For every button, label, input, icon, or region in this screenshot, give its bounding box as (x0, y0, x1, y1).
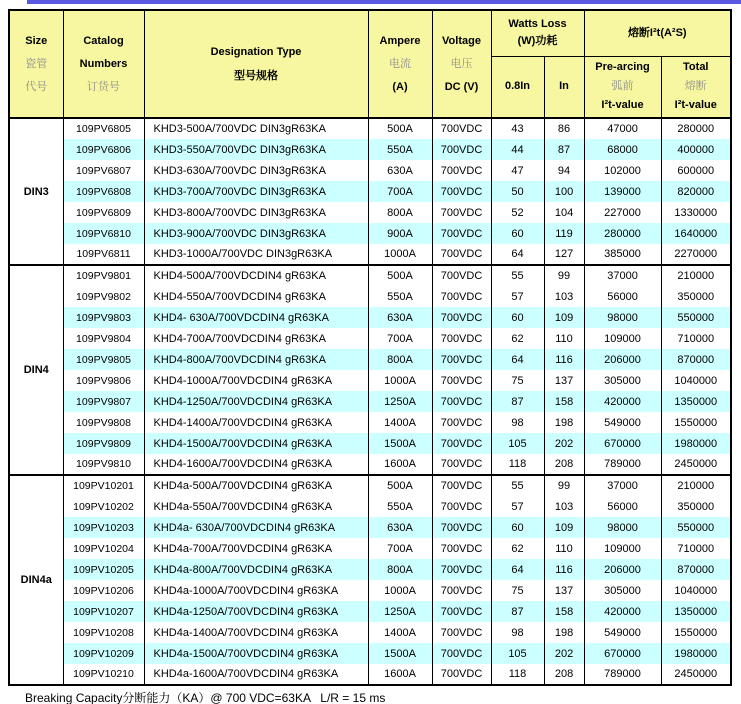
watts-08in-cell: 55 (491, 475, 544, 496)
voltage-label-cn: 电压 (450, 57, 473, 70)
total-i2t-cell: 350000 (661, 286, 731, 307)
table-row (9, 202, 731, 223)
total-i2t-cell: 2450000 (661, 664, 731, 685)
catalog-cell: 109PV6808 (63, 181, 144, 202)
voltage-cell: 700VDC (432, 475, 491, 496)
total-i2t-cell: 400000 (661, 139, 731, 160)
catalog-cell: 109PV10203 (63, 517, 144, 538)
catalog-cell: 109PV9809 (63, 433, 144, 454)
watts-08in-cell: 52 (491, 202, 544, 223)
designation-cell: KHD4-700A/700VDCDIN4 gR63KA (144, 328, 368, 349)
watts-08in-cell: 64 (491, 349, 544, 370)
table-row (9, 580, 731, 601)
size-label-en: Size (25, 34, 48, 47)
ampere-cell: 700A (368, 538, 432, 559)
table-row (9, 181, 731, 202)
watts-08in-cell: 60 (491, 223, 544, 244)
watts-in-cell: 202 (544, 643, 584, 664)
col-header-designation (144, 10, 368, 118)
designation-cell: KHD3-700A/700VDC DIN3gR63KA (144, 181, 368, 202)
watts-08in-cell: 118 (491, 454, 544, 475)
total-i2t-cell: 1350000 (661, 391, 731, 412)
total-i2t-cell: 210000 (661, 265, 731, 286)
col-header-ampere (368, 10, 432, 118)
watts-in-cell: 110 (544, 328, 584, 349)
designation-cell: KHD3-630A/700VDC DIN3gR63KA (144, 160, 368, 181)
watts-08in-cell: 62 (491, 328, 544, 349)
designation-cell: KHD4a-500A/700VDCDIN4 gR63KA (144, 475, 368, 496)
total-label-value: I²t-value (674, 99, 717, 112)
col-header-watts-in (544, 56, 584, 118)
ampere-cell: 700A (368, 328, 432, 349)
voltage-cell: 700VDC (432, 559, 491, 580)
designation-cell: KHD4a-1250A/700VDCDIN4 gR63KA (144, 601, 368, 622)
prearcing-i2t-cell: 420000 (584, 391, 661, 412)
voltage-label-unit: DC (V) (444, 80, 479, 93)
catalog-cell: 109PV9810 (63, 454, 144, 475)
ampere-cell: 1500A (368, 643, 432, 664)
designation-cell: KHD4-550A/700VDCDIN4 gR63KA (144, 286, 368, 307)
ampere-cell: 1250A (368, 601, 432, 622)
size-label-cn1: 瓷管 (25, 57, 48, 70)
ampere-cell: 630A (368, 517, 432, 538)
voltage-cell: 700VDC (432, 244, 491, 265)
prearcing-i2t-cell: 549000 (584, 412, 661, 433)
voltage-cell: 700VDC (432, 496, 491, 517)
designation-cell: KHD4-1000A/700VDCDIN4 gR63KA (144, 370, 368, 391)
total-i2t-cell: 1330000 (661, 202, 731, 223)
watts-08in-cell: 105 (491, 643, 544, 664)
prearcing-i2t-cell: 139000 (584, 181, 661, 202)
catalog-cell: 109PV10208 (63, 622, 144, 643)
voltage-cell: 700VDC (432, 580, 491, 601)
table-row (9, 160, 731, 181)
designation-cell: KHD3-500A/700VDC DIN3gR63KA (144, 118, 368, 139)
designation-cell: KHD4a-1400A/700VDCDIN4 gR63KA (144, 622, 368, 643)
watts-in-label: In (559, 80, 569, 93)
watts-in-cell: 110 (544, 538, 584, 559)
watts-in-cell: 137 (544, 370, 584, 391)
catalog-cell: 109PV10207 (63, 601, 144, 622)
watts-in-cell: 103 (544, 286, 584, 307)
designation-cell: KHD4-1400A/700VDCDIN4 gR63KA (144, 412, 368, 433)
ampere-cell: 900A (368, 223, 432, 244)
table-row (9, 391, 731, 412)
table-row (9, 349, 731, 370)
ampere-cell: 500A (368, 475, 432, 496)
watts-08in-cell: 43 (491, 118, 544, 139)
voltage-cell: 700VDC (432, 223, 491, 244)
watts-08in-cell: 60 (491, 307, 544, 328)
designation-cell: KHD3-900A/700VDC DIN3gR63KA (144, 223, 368, 244)
table-row (9, 412, 731, 433)
table-row (9, 538, 731, 559)
total-i2t-cell: 550000 (661, 307, 731, 328)
catalog-cell: 109PV9802 (63, 286, 144, 307)
watts-08in-cell: 87 (491, 391, 544, 412)
watts-in-cell: 158 (544, 391, 584, 412)
prearcing-label-cn: 弧前 (611, 80, 634, 93)
total-label-cn: 熔断 (684, 80, 707, 93)
table-row (9, 664, 731, 685)
catalog-cell: 109PV10206 (63, 580, 144, 601)
catalog-cell: 109PV9804 (63, 328, 144, 349)
col-header-i2t (584, 10, 731, 56)
table-row (9, 643, 731, 664)
ampere-cell: 1500A (368, 433, 432, 454)
watts-in-cell: 94 (544, 160, 584, 181)
total-i2t-cell: 710000 (661, 328, 731, 349)
total-i2t-cell: 1980000 (661, 643, 731, 664)
catalog-cell: 109PV6810 (63, 223, 144, 244)
watts-in-cell: 103 (544, 496, 584, 517)
designation-cell: KHD4a-1600A/700VDCDIN4 gR63KA (144, 664, 368, 685)
voltage-cell: 700VDC (432, 328, 491, 349)
voltage-cell: 700VDC (432, 370, 491, 391)
voltage-cell: 700VDC (432, 349, 491, 370)
designation-cell: KHD3-800A/700VDC DIN3gR63KA (144, 202, 368, 223)
prearcing-i2t-cell: 56000 (584, 496, 661, 517)
table-row (9, 475, 731, 496)
watts-in-cell: 99 (544, 265, 584, 286)
watts-in-cell: 86 (544, 118, 584, 139)
total-i2t-cell: 2270000 (661, 244, 731, 265)
ampere-cell: 1400A (368, 622, 432, 643)
watts-08in-cell: 75 (491, 370, 544, 391)
table-row (9, 454, 731, 475)
total-i2t-cell: 1550000 (661, 622, 731, 643)
catalog-cell: 109PV9801 (63, 265, 144, 286)
prearcing-i2t-cell: 549000 (584, 622, 661, 643)
voltage-cell: 700VDC (432, 391, 491, 412)
prearcing-i2t-cell: 37000 (584, 265, 661, 286)
watts-08in-cell: 87 (491, 601, 544, 622)
watts-in-cell: 127 (544, 244, 584, 265)
voltage-cell: 700VDC (432, 286, 491, 307)
watts-in-cell: 87 (544, 139, 584, 160)
prearcing-i2t-cell: 305000 (584, 370, 661, 391)
voltage-label-en: Voltage (442, 34, 481, 47)
table-row (9, 601, 731, 622)
voltage-cell: 700VDC (432, 622, 491, 643)
table-row (9, 244, 731, 265)
watts-08in-cell: 57 (491, 496, 544, 517)
prearcing-i2t-cell: 206000 (584, 559, 661, 580)
watts-in-cell: 137 (544, 580, 584, 601)
table-row (9, 286, 731, 307)
table-row (9, 265, 731, 286)
watts-08in-cell: 44 (491, 139, 544, 160)
prearcing-i2t-cell: 98000 (584, 517, 661, 538)
ampere-cell: 1600A (368, 664, 432, 685)
catalog-cell: 109PV10201 (63, 475, 144, 496)
prearcing-i2t-cell: 305000 (584, 580, 661, 601)
catalog-cell: 109PV9807 (63, 391, 144, 412)
watts-08in-cell: 105 (491, 433, 544, 454)
top-accent-bar (27, 0, 741, 4)
designation-cell: KHD4-1600A/700VDCDIN4 gR63KA (144, 454, 368, 475)
table-row (9, 118, 731, 139)
watts-08in-cell: 64 (491, 244, 544, 265)
watts-in-cell: 99 (544, 475, 584, 496)
catalog-cell: 109PV6809 (63, 202, 144, 223)
watts-08in-label: 0.8In (504, 80, 531, 93)
size-group-label: DIN4a (9, 475, 63, 685)
voltage-cell: 700VDC (432, 307, 491, 328)
total-i2t-cell: 550000 (661, 517, 731, 538)
prearcing-i2t-cell: 206000 (584, 349, 661, 370)
catalog-cell: 109PV10210 (63, 664, 144, 685)
designation-cell: KHD4a-700A/700VDCDIN4 gR63KA (144, 538, 368, 559)
catalog-cell: 109PV10205 (63, 559, 144, 580)
designation-cell: KHD3-550A/700VDC DIN3gR63KA (144, 139, 368, 160)
watts-in-cell: 116 (544, 349, 584, 370)
catalog-cell: 109PV9805 (63, 349, 144, 370)
catalog-cell: 109PV9808 (63, 412, 144, 433)
watts-08in-cell: 60 (491, 517, 544, 538)
total-i2t-cell: 350000 (661, 496, 731, 517)
watts-in-cell: 116 (544, 559, 584, 580)
catalog-cell: 109PV6806 (63, 139, 144, 160)
prearcing-i2t-cell: 109000 (584, 538, 661, 559)
col-header-catalog (63, 10, 144, 118)
voltage-cell: 700VDC (432, 664, 491, 685)
watts-in-cell: 109 (544, 517, 584, 538)
total-i2t-cell: 210000 (661, 475, 731, 496)
voltage-cell: 700VDC (432, 160, 491, 181)
prearcing-i2t-cell: 280000 (584, 223, 661, 244)
watts-in-cell: 109 (544, 307, 584, 328)
catalog-cell: 109PV9803 (63, 307, 144, 328)
designation-cell: KHD4a-1500A/700VDCDIN4 gR63KA (144, 643, 368, 664)
voltage-cell: 700VDC (432, 517, 491, 538)
prearcing-i2t-cell: 420000 (584, 601, 661, 622)
table-row (9, 139, 731, 160)
prearcing-i2t-cell: 47000 (584, 118, 661, 139)
size-group-label: DIN3 (9, 118, 63, 265)
ampere-cell: 550A (368, 139, 432, 160)
watts-in-cell: 208 (544, 454, 584, 475)
total-i2t-cell: 2450000 (661, 454, 731, 475)
total-i2t-cell: 820000 (661, 181, 731, 202)
watts-08in-cell: 57 (491, 286, 544, 307)
table-row (9, 307, 731, 328)
watts-08in-cell: 64 (491, 559, 544, 580)
ampere-cell: 1600A (368, 454, 432, 475)
watts-in-cell: 208 (544, 664, 584, 685)
col-header-total (661, 56, 731, 118)
total-i2t-cell: 280000 (661, 118, 731, 139)
voltage-cell: 700VDC (432, 601, 491, 622)
total-i2t-cell: 1040000 (661, 370, 731, 391)
voltage-cell: 700VDC (432, 538, 491, 559)
size-label-cn2: 代号 (25, 80, 48, 93)
ampere-cell: 1000A (368, 580, 432, 601)
watts-in-cell: 100 (544, 181, 584, 202)
designation-cell: KHD4-500A/700VDCDIN4 gR63KA (144, 265, 368, 286)
total-i2t-cell: 870000 (661, 349, 731, 370)
prearcing-i2t-cell: 102000 (584, 160, 661, 181)
ampere-cell: 500A (368, 118, 432, 139)
designation-cell: KHD4a-1000A/700VDCDIN4 gR63KA (144, 580, 368, 601)
watts-in-cell: 202 (544, 433, 584, 454)
fuse-spec-table (8, 9, 732, 686)
designation-cell: KHD4-1500A/700VDCDIN4 gR63KA (144, 433, 368, 454)
watts-08in-cell: 118 (491, 664, 544, 685)
total-i2t-cell: 1980000 (661, 433, 731, 454)
watts-08in-cell: 50 (491, 181, 544, 202)
watts-in-cell: 119 (544, 223, 584, 244)
prearcing-i2t-cell: 37000 (584, 475, 661, 496)
total-i2t-cell: 710000 (661, 538, 731, 559)
table-row (9, 517, 731, 538)
ampere-cell: 500A (368, 265, 432, 286)
ampere-cell: 1000A (368, 244, 432, 265)
designation-cell: KHD4a-800A/700VDCDIN4 gR63KA (144, 559, 368, 580)
designation-cell: KHD4-800A/700VDCDIN4 gR63KA (144, 349, 368, 370)
total-i2t-cell: 870000 (661, 559, 731, 580)
designation-label-en: Designation Type (210, 45, 302, 58)
voltage-cell: 700VDC (432, 181, 491, 202)
prearcing-i2t-cell: 670000 (584, 433, 661, 454)
ampere-label-cn: 电流 (389, 57, 411, 70)
ampere-cell: 630A (368, 307, 432, 328)
voltage-cell: 700VDC (432, 643, 491, 664)
size-group-label: DIN4 (9, 265, 63, 475)
catalog-cell: 109PV10202 (63, 496, 144, 517)
designation-cell: KHD3-1000A/700VDC DIN3gR63KA (144, 244, 368, 265)
designation-cell: KHD4- 630A/700VDCDIN4 gR63KA (144, 307, 368, 328)
col-header-watts-loss (491, 10, 584, 56)
ampere-cell: 800A (368, 202, 432, 223)
catalog-cell: 109PV6805 (63, 118, 144, 139)
catalog-label-en2: Numbers (79, 57, 128, 70)
prearcing-i2t-cell: 789000 (584, 454, 661, 475)
col-header-prearcing (584, 56, 661, 118)
col-header-size (9, 10, 63, 118)
voltage-cell: 700VDC (432, 454, 491, 475)
designation-cell: KHD4-1250A/700VDCDIN4 gR63KA (144, 391, 368, 412)
watts-08in-cell: 55 (491, 265, 544, 286)
voltage-cell: 700VDC (432, 412, 491, 433)
prearcing-i2t-cell: 56000 (584, 286, 661, 307)
watts-loss-label-cn: (W)功耗 (517, 35, 558, 48)
prearcing-i2t-cell: 68000 (584, 139, 661, 160)
ampere-cell: 550A (368, 286, 432, 307)
table-row (9, 328, 731, 349)
voltage-cell: 700VDC (432, 202, 491, 223)
watts-08in-cell: 62 (491, 538, 544, 559)
ampere-cell: 1000A (368, 370, 432, 391)
catalog-cell: 109PV10209 (63, 643, 144, 664)
total-label-en: Total (683, 61, 709, 74)
ampere-cell: 800A (368, 559, 432, 580)
designation-label-cn: 型号规格 (234, 69, 278, 82)
watts-08in-cell: 47 (491, 160, 544, 181)
col-header-watts-08in (491, 56, 544, 118)
ampere-cell: 1250A (368, 391, 432, 412)
catalog-label-en1: Catalog (83, 34, 124, 47)
col-header-voltage (432, 10, 491, 118)
voltage-cell: 700VDC (432, 118, 491, 139)
table-row (9, 370, 731, 391)
breaking-capacity-note: Breaking Capacity分断能力（KA）@ 700 VDC=63KA L/R = 15 ms (25, 691, 386, 704)
ampere-label-en: Ampere (379, 34, 421, 47)
total-i2t-cell: 1040000 (661, 580, 731, 601)
watts-in-cell: 104 (544, 202, 584, 223)
ampere-cell: 800A (368, 349, 432, 370)
voltage-cell: 700VDC (432, 433, 491, 454)
ampere-cell: 700A (368, 181, 432, 202)
catalog-cell: 109PV6811 (63, 244, 144, 265)
watts-loss-label-en: Watts Loss (508, 18, 567, 31)
watts-in-cell: 158 (544, 601, 584, 622)
watts-in-cell: 198 (544, 412, 584, 433)
catalog-label-cn: 订货号 (87, 80, 120, 93)
catalog-cell: 109PV10204 (63, 538, 144, 559)
ampere-cell: 1400A (368, 412, 432, 433)
prearcing-label-value: I²t-value (601, 99, 644, 112)
catalog-cell: 109PV9806 (63, 370, 144, 391)
total-i2t-cell: 1350000 (661, 601, 731, 622)
table-row (9, 433, 731, 454)
table-row (9, 622, 731, 643)
table-row (9, 496, 731, 517)
prearcing-i2t-cell: 385000 (584, 244, 661, 265)
ampere-label-unit: (A) (392, 80, 408, 93)
prearcing-i2t-cell: 789000 (584, 664, 661, 685)
prearcing-label-en: Pre-arcing (595, 61, 650, 74)
watts-08in-cell: 75 (491, 580, 544, 601)
ampere-cell: 550A (368, 496, 432, 517)
designation-cell: KHD4a-550A/700VDCDIN4 gR63KA (144, 496, 368, 517)
catalog-cell: 109PV6807 (63, 160, 144, 181)
table-row (9, 559, 731, 580)
total-i2t-cell: 1640000 (661, 223, 731, 244)
ampere-cell: 630A (368, 160, 432, 181)
total-i2t-cell: 600000 (661, 160, 731, 181)
designation-cell: KHD4a- 630A/700VDCDIN4 gR63KA (144, 517, 368, 538)
prearcing-i2t-cell: 670000 (584, 643, 661, 664)
watts-in-cell: 198 (544, 622, 584, 643)
voltage-cell: 700VDC (432, 139, 491, 160)
watts-08in-cell: 98 (491, 412, 544, 433)
watts-08in-cell: 98 (491, 622, 544, 643)
prearcing-i2t-cell: 98000 (584, 307, 661, 328)
voltage-cell: 700VDC (432, 265, 491, 286)
i2t-title-label: 熔断I²t(A²S) (627, 26, 687, 39)
fuse-spec-table-container (8, 9, 732, 686)
prearcing-i2t-cell: 109000 (584, 328, 661, 349)
prearcing-i2t-cell: 227000 (584, 202, 661, 223)
table-row (9, 223, 731, 244)
total-i2t-cell: 1550000 (661, 412, 731, 433)
